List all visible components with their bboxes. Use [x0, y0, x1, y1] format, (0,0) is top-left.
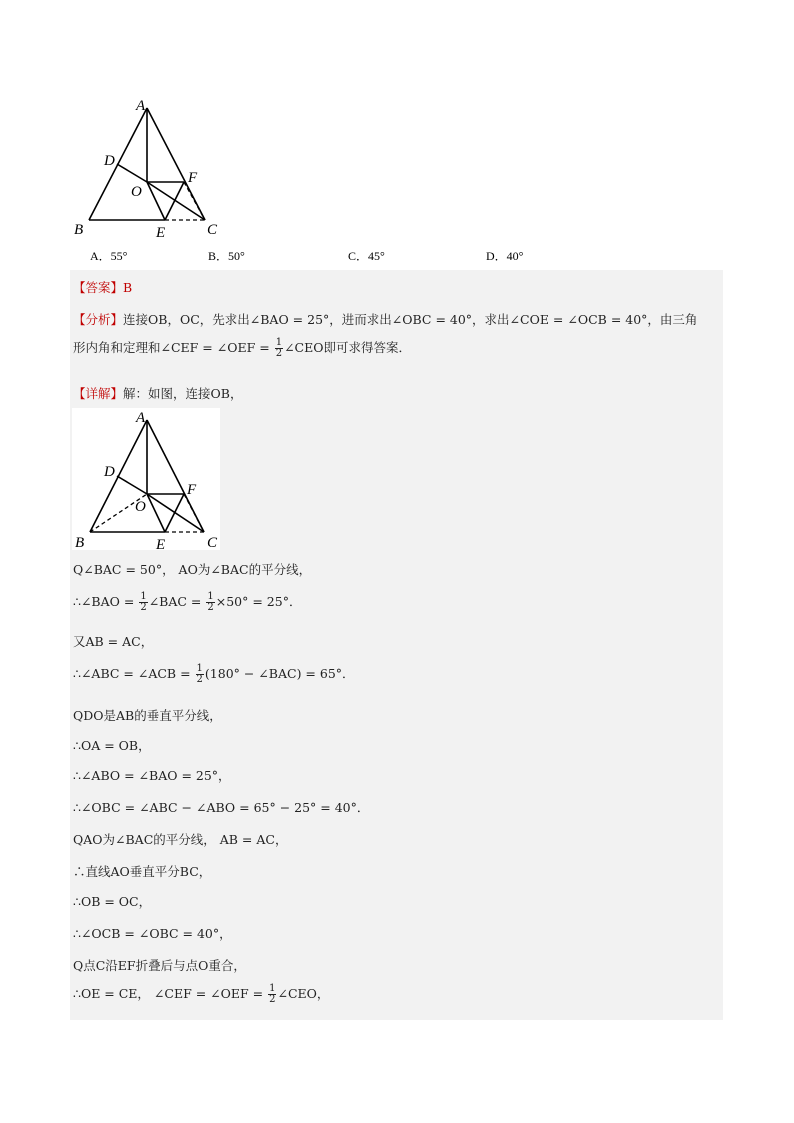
option-d: D．40° [486, 249, 524, 263]
step-1: Q∠BAC = 50°， AO为∠BAC的平分线， [73, 562, 312, 577]
analysis-line-1 [73, 310, 697, 328]
label-o: O [131, 184, 142, 200]
step-12: ∴∠OCB = ∠OBC = 40°， [73, 926, 232, 941]
label-c-2: C [207, 535, 218, 550]
step-14: ∴OE = CE， ∠CEF = ∠OEF = $\frac{1}{2}$ ∠CEO， [73, 983, 330, 1005]
detail-tag: 【详解】 [73, 386, 124, 401]
label-f: F [188, 170, 198, 186]
label-d-2: D [104, 464, 115, 480]
step-5: QDO是AB的垂直平分线， [73, 708, 222, 723]
option-b: B．50° [208, 249, 245, 263]
label-f-2: F [187, 482, 197, 498]
analysis-text-2a: 形内角和定理和∠CEF = ∠OEF = [73, 340, 274, 355]
answer-value: B [123, 280, 133, 295]
option-c: C．45° [348, 249, 385, 263]
label-a-2: A [136, 410, 146, 426]
answer-line [73, 278, 132, 296]
step-7: ∴∠ABO = ∠BAO = 25°， [73, 768, 231, 783]
step-6: ∴OA = OB， [73, 738, 151, 753]
analysis-line-2 [73, 338, 411, 359]
fraction-half: $\frac{1}{2}$ [275, 337, 283, 359]
step-8: ∴∠OBC = ∠ABC − ∠ABO = 65° − 25° = 40°． [73, 800, 370, 815]
triangle-figure-solution [72, 408, 220, 550]
step-3: 又AB = AC， [73, 634, 154, 649]
fraction-half: $\frac{1}{2}$ [140, 591, 147, 613]
step-11: ∴OB = OC， [73, 894, 152, 909]
label-b: B [74, 222, 84, 238]
analysis-text-1: 连接OB，OC，先求出∠BAO = 25°，进而求出∠OBC = 40°，求出∠COE = ∠OCB = 40°，由三角 [123, 312, 698, 327]
label-b-2: B [75, 535, 85, 550]
detail-block [70, 378, 723, 1020]
answer-tag: 【答案】 [73, 280, 124, 295]
label-c: C [207, 222, 218, 238]
label-e: E [156, 225, 166, 241]
fraction-half: $\frac{1}{2}$ [207, 591, 214, 613]
fraction-half: $\frac{1}{2}$ [196, 663, 203, 685]
step-4: ∴∠ABC = ∠ACB = $\frac{1}{2}$ (180° − ∠BAC) = 65°． [73, 663, 355, 685]
fraction-half: $\frac{1}{2}$ [269, 983, 276, 1005]
label-o-2: O [135, 499, 146, 515]
analysis-tag: 【分析】 [73, 312, 124, 327]
step-13: Q点C沿EF折叠后与点O重合， [73, 958, 246, 973]
triangle-figure-top [70, 92, 230, 242]
step-10: ∴直线AO垂直平分BC， [73, 864, 212, 879]
detail-intro: 【详解】解：如图，连接OB， [73, 386, 243, 401]
label-e-2: E [156, 537, 166, 550]
label-a: A [136, 98, 146, 114]
label-d: D [104, 153, 115, 169]
answer-analysis-block [70, 270, 723, 378]
step-9: QAO为∠BAC的平分线， AB = AC， [73, 832, 288, 847]
step-2: ∴∠BAO = $\frac{1}{2}$ ∠BAC = $\frac{1}{2}$ ×50° = 25°． [73, 591, 302, 613]
analysis-text-2b: ∠CEO即可求得答案． [284, 340, 411, 355]
option-a: A．55° [90, 249, 128, 263]
